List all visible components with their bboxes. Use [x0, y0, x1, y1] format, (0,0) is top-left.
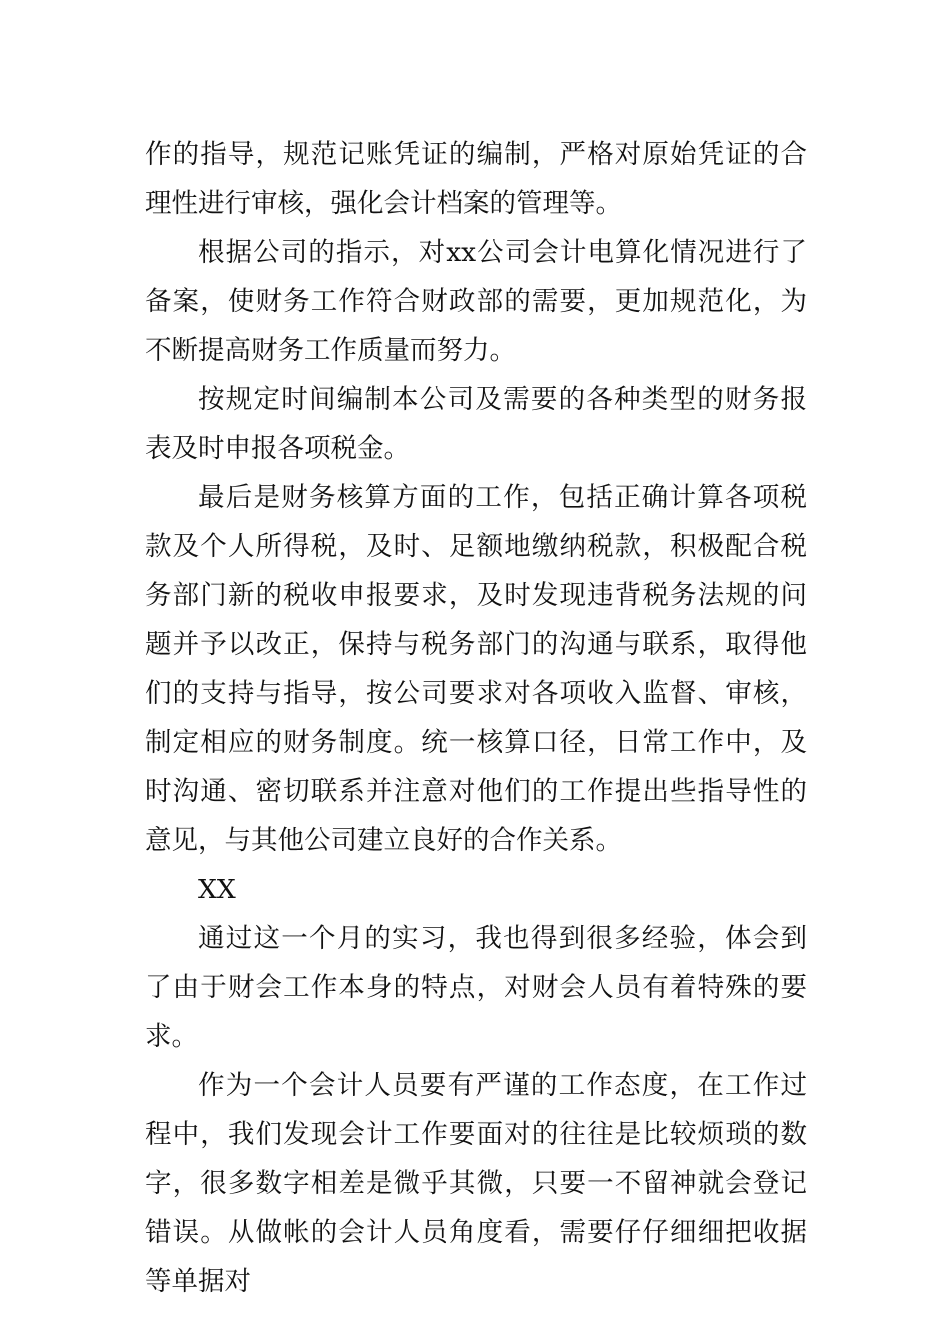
paragraph-1: 作的指导，规范记账凭证的编制，严格对原始凭证的合理性进行审核，强化会计档案的管理等。 [145, 139, 807, 219]
paragraph-3: 按规定时间编制本公司及需要的各种类型的财务报表及时申报各项税金。 [145, 384, 807, 464]
paragraph-2: 根据公司的指示，对xx公司会计电算化情况进行了备案，使财务工作符合财政部的需要，更加规范化，为不断提高财务工作质量而努力。 [145, 237, 807, 366]
document-body [145, 130, 807, 1306]
paragraph-4: 最后是财务核算方面的工作，包括正确计算各项税款及个人所得税，及时、足额地缴纳税款，积极配合税务部门新的税收申报要求，及时发现违背税务法规的问题并予以改正，保持与税务部门的沟通与联系，取得他们的支持与指导，按公司要求对各项收入监督、审核，制定相应的财务制度。统一核算口径，日常工作中，及时沟通、密切联系并注意对他们的工作提出些指导性的意见，与其他公司建立良好的合作关系。 [145, 482, 807, 856]
paragraph-7: 作为一个会计人员要有严谨的工作态度，在工作过程中，我们发现会计工作要面对的往往是比较烦琐的数字，很多数字相差是微乎其微，只要一不留神就会登记错误。从做帐的会计人员角度看，需要仔仔细细把收据等单据对 [145, 1070, 807, 1297]
paragraph-5: XX [198, 874, 236, 905]
paragraph-6: 通过这一个月的实习，我也得到很多经验，体会到了由于财会工作本身的特点，对财会人员有着特殊的要求。 [145, 923, 807, 1052]
